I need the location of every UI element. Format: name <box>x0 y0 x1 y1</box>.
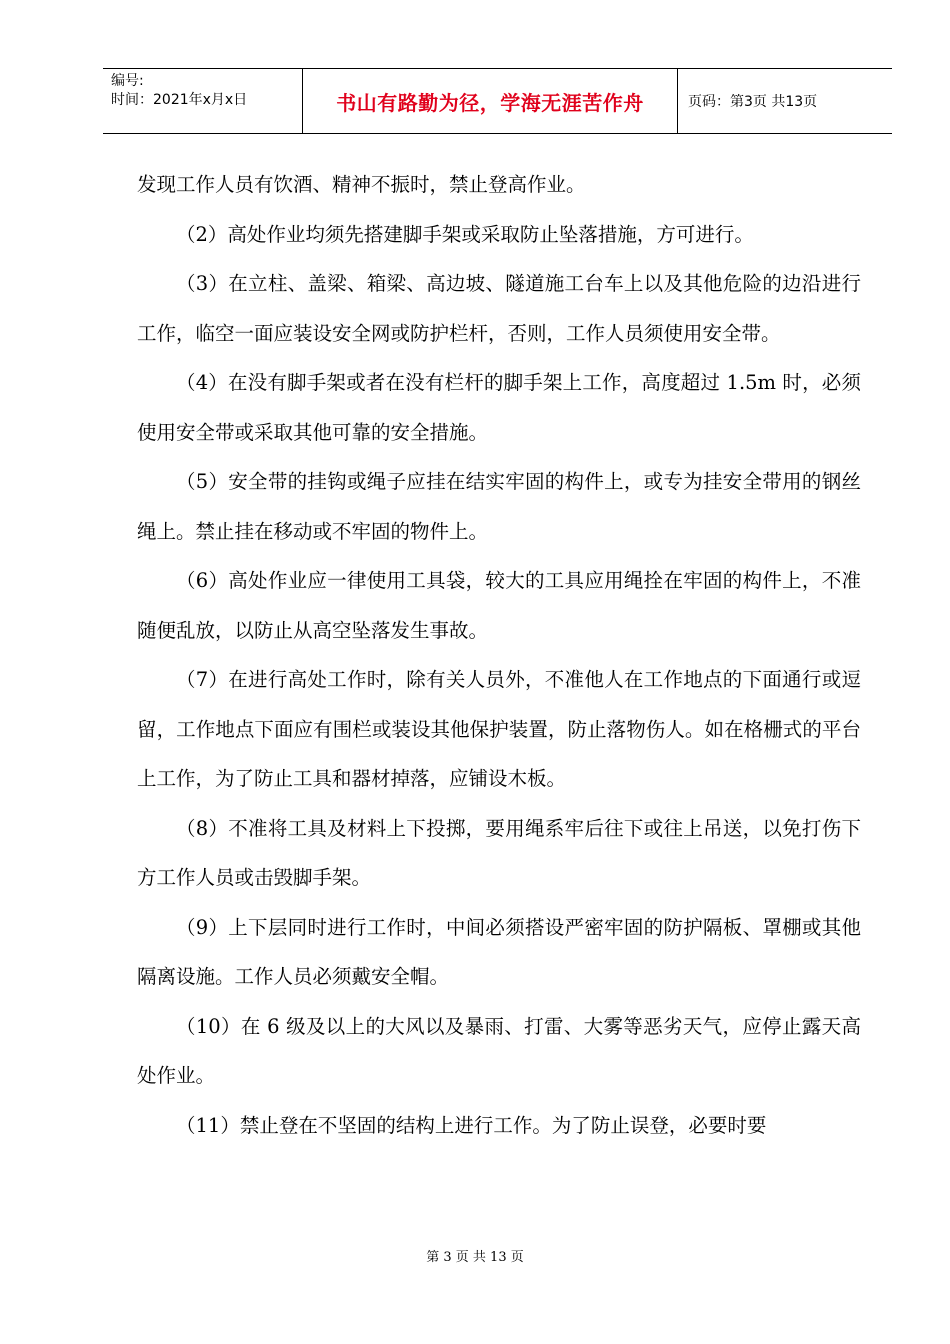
page-footer: 第 3 页 共 13 页 <box>426 1250 524 1265</box>
paragraph-continuation: 发现工作人员有饮酒、精神不振时，禁止登高作业。 <box>137 173 586 196</box>
header-motto: 书山有路勤为径，学海无涯苦作舟 <box>303 69 678 133</box>
paragraph-5: （5）安全带的挂钩或绳子应挂在结实牢固的构件上，或专为挂安全带用的钢丝绳上。禁止挂在移动或不牢固的物件上。 <box>137 470 861 543</box>
paragraph-4: （4）在没有脚手架或者在没有栏杆的脚手架上工作，高度超过 1.5m 时，必须使用安全带或采取其他可靠的安全措施。 <box>137 371 861 444</box>
paragraph-11: （11）禁止登在不坚固的结构上进行工作。为了防止误登，必要时要 <box>176 1113 767 1137</box>
number-label: 编号: <box>111 73 144 89</box>
paragraph-7: （7）在进行高处工作时，除有关人员外，不准他人在工作地点的下面通行或逗留，工作地点下面应有围栏或装设其他保护装置，防止落物伤人。如在格栅式的平台上工作，为了防止工具和器材掉落，应铺设木板。 <box>137 668 861 790</box>
paragraph-2: （2）高处作业均须先搭建脚手架或采取防止坠落措施，方可进行。 <box>176 222 754 246</box>
paragraph-10: （10）在 6 级及以上的大风以及暴雨、打雷、大雾等恶劣天气，应停止露天高处作业。 <box>137 1014 861 1087</box>
paragraph-8: （8）不准将工具及材料上下投掷，要用绳系牢后往下或往上吊送，以免打伤下方工作人员或击毁脚手架。 <box>137 816 861 889</box>
document-body <box>137 160 861 1150</box>
header-meta <box>103 69 303 133</box>
paragraph-3: （3）在立柱、盖梁、箱梁、高边坡、隧道施工台车上以及其他危险的边沿进行工作，临空一面应装设安全网或防护栏杆，否则，工作人员须使用安全带。 <box>137 272 861 345</box>
paragraph-9: （9）上下层同时进行工作时，中间必须搭设严密牢固的防护隔板、罩棚或其他隔离设施。工作人员必须戴安全帽。 <box>137 915 861 988</box>
page-header <box>103 68 892 134</box>
paragraph-6: （6）高处作业应一律使用工具袋，较大的工具应用绳拴在牢固的构件上，不准随便乱放，以防止从高空坠落发生事故。 <box>137 569 861 642</box>
header-page-code: 页码：第3页 共13页 <box>688 94 818 110</box>
time-label: 时间：2021年x月x日 <box>111 92 248 108</box>
